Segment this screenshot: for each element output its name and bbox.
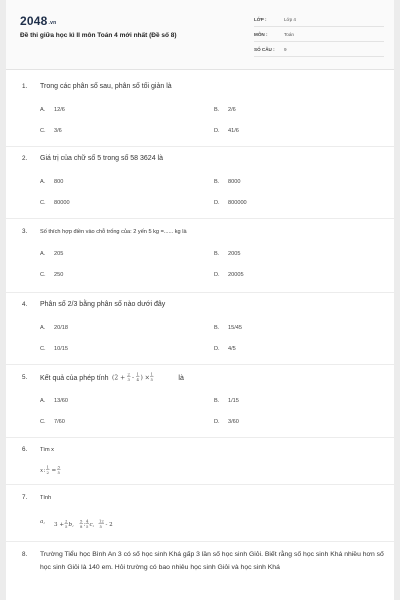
- question-number: 8.: [22, 551, 28, 558]
- svg-text:b,: b,: [68, 522, 74, 528]
- option-b[interactable]: [214, 398, 239, 404]
- option-value: 205: [54, 251, 64, 257]
- option-value: 800: [54, 179, 64, 185]
- meta-row-grade: [254, 14, 384, 27]
- svg-text:4: 4: [86, 518, 89, 524]
- svg-text::: :: [83, 522, 86, 528]
- option-label: A.: [40, 325, 46, 331]
- option-d[interactable]: [214, 200, 247, 206]
- svg-text:2: 2: [127, 371, 131, 377]
- option-b[interactable]: [214, 325, 242, 331]
- svg-text:=: =: [51, 468, 57, 474]
- option-label: B.: [214, 179, 220, 185]
- option-value: 10/15: [54, 346, 68, 352]
- option-value: 7/60: [54, 419, 65, 425]
- option-a[interactable]: [40, 251, 63, 257]
- option-d[interactable]: [214, 128, 239, 134]
- option-label: A.: [40, 398, 46, 404]
- exam-header: [6, 0, 394, 70]
- svg-text:(2 +: (2 +: [112, 374, 126, 382]
- meta-label: SỐ CÂU :: [254, 47, 275, 52]
- question-number: 1.: [22, 83, 28, 90]
- svg-text:3 +: 3 +: [54, 522, 65, 528]
- site-logo[interactable]: [20, 14, 56, 28]
- svg-text:5: 5: [86, 523, 89, 529]
- option-label: C.: [40, 419, 46, 425]
- option-label: B.: [214, 398, 220, 404]
- question-divider: [6, 484, 394, 485]
- question-divider: [6, 541, 394, 542]
- logo-text: 2048: [20, 14, 48, 28]
- option-value: 3/6: [54, 128, 62, 134]
- part-label: a,: [40, 519, 46, 525]
- svg-text:2: 2: [46, 469, 49, 475]
- question-divider: [6, 292, 394, 293]
- option-value: 20005: [228, 272, 244, 278]
- question-text: [40, 371, 384, 385]
- option-a[interactable]: [40, 179, 63, 185]
- meta-label: MÔN :: [254, 32, 268, 37]
- option-label: C.: [40, 346, 46, 352]
- option-label: A.: [40, 107, 46, 113]
- svg-text:1: 1: [46, 464, 49, 470]
- option-label: B.: [214, 325, 220, 331]
- question-text: Số thích hợp điền vào chỗ trống của: 2 yến 5 kg =...... kg là: [40, 229, 187, 235]
- svg-text:4: 4: [136, 377, 140, 382]
- option-b[interactable]: [214, 179, 240, 185]
- option-label: C.: [40, 272, 46, 278]
- option-c[interactable]: [40, 419, 65, 425]
- option-label: B.: [214, 107, 220, 113]
- question-text-suffix: là: [178, 375, 184, 382]
- option-label: D.: [214, 128, 220, 134]
- svg-text:5: 5: [99, 523, 102, 529]
- question-text: Giá trị của chữ số 5 trong số 58 3624 là: [40, 155, 163, 162]
- option-a[interactable]: [40, 325, 68, 331]
- option-value: 12/6: [54, 107, 65, 113]
- question-number: 5.: [22, 374, 28, 381]
- option-value: 8000: [228, 179, 241, 185]
- question-number: 3.: [22, 228, 28, 235]
- option-label: B.: [214, 251, 220, 257]
- logo-tld: .vn: [48, 20, 57, 26]
- svg-text:1: 1: [150, 371, 154, 377]
- svg-text:2: 2: [65, 518, 68, 524]
- option-label: D.: [214, 272, 220, 278]
- option-label: C.: [40, 128, 46, 134]
- option-value: 2005: [228, 251, 241, 257]
- option-a[interactable]: [40, 107, 65, 113]
- option-value: 4/5: [228, 346, 236, 352]
- option-value: 80000: [54, 200, 70, 206]
- option-c[interactable]: [40, 272, 63, 278]
- svg-text:x: x: [40, 468, 44, 474]
- svg-text:5: 5: [150, 377, 154, 382]
- expression-formula: [112, 371, 174, 383]
- option-b[interactable]: [214, 251, 240, 257]
- svg-text:-: -: [132, 374, 135, 382]
- question-number: 2.: [22, 155, 28, 162]
- question-divider: [6, 218, 394, 219]
- option-value: 1/15: [228, 398, 239, 404]
- question-text: Phân số 2/3 bằng phân số nào dưới đây: [40, 301, 166, 308]
- svg-text:5: 5: [80, 518, 83, 524]
- option-d[interactable]: [214, 346, 236, 352]
- option-a[interactable]: [40, 398, 68, 404]
- meta-value: 9: [284, 47, 287, 52]
- option-value: 15/45: [228, 325, 242, 331]
- option-value: 2/6: [228, 107, 236, 113]
- option-label: D.: [214, 419, 220, 425]
- question-text-prefix: Kết quả của phép tính: [40, 375, 109, 382]
- svg-text:3: 3: [127, 377, 131, 382]
- exam-sheet: [6, 0, 394, 600]
- svg-text:c,: c,: [89, 522, 95, 528]
- question-text: Trong các phân số sau, phân số tối giản là: [40, 83, 172, 90]
- meta-value: Toán: [284, 32, 294, 37]
- option-value: 20/18: [54, 325, 68, 331]
- meta-value: Lớp 4: [284, 17, 296, 22]
- svg-text:1: 1: [136, 371, 140, 377]
- option-c[interactable]: [40, 128, 62, 134]
- meta-row-subject: [254, 29, 384, 42]
- option-value: 3/60: [228, 419, 239, 425]
- question-divider: [6, 364, 394, 365]
- meta-label: LỚP :: [254, 17, 267, 22]
- calculation-formula: [54, 518, 144, 530]
- option-value: 41/6: [228, 128, 239, 134]
- svg-text:- 2: - 2: [105, 522, 113, 528]
- svg-text::: :: [43, 468, 46, 474]
- svg-text:12: 12: [99, 518, 104, 524]
- question-divider: [6, 437, 394, 438]
- option-c[interactable]: [40, 200, 70, 206]
- question-text: Tìm x: [40, 447, 54, 453]
- svg-text:5: 5: [57, 469, 60, 475]
- question-number: 7.: [22, 494, 28, 501]
- svg-text:3: 3: [57, 464, 60, 470]
- svg-text:5: 5: [65, 523, 68, 529]
- option-label: C.: [40, 200, 46, 206]
- option-label: D.: [214, 346, 220, 352]
- option-value: 13/60: [54, 398, 68, 404]
- option-d[interactable]: [214, 272, 244, 278]
- option-label: D.: [214, 200, 220, 206]
- question-divider: [6, 146, 394, 147]
- option-value: 800000: [228, 200, 247, 206]
- svg-text:8: 8: [80, 523, 83, 529]
- exam-title: Đề thi giữa học kì II môn Toán 4 mới nhất (Đề số 8): [20, 32, 177, 39]
- svg-text:) ×: ) ×: [140, 374, 151, 382]
- option-label: A.: [40, 179, 46, 185]
- option-label: A.: [40, 251, 46, 257]
- question-number: 4.: [22, 301, 28, 308]
- option-b[interactable]: [214, 107, 236, 113]
- question-text: Tính: [40, 495, 52, 501]
- option-value: 250: [54, 272, 64, 278]
- option-c[interactable]: [40, 346, 68, 352]
- question-number: 6.: [22, 446, 28, 453]
- option-d[interactable]: [214, 419, 239, 425]
- meta-row-question-count: [254, 44, 384, 57]
- equation-formula: [40, 464, 70, 476]
- question-text: Trường Tiểu học Bình An 3 có số học sinh Khá gấp 3 lần số học sinh Giỏi. Biết rằng số học sinh Khá nhiều hơn số học sinh Giỏi là 140 em. Hỏi trường có bao nhiêu học sinh Giỏi và học sinh Khá: [40, 551, 384, 571]
